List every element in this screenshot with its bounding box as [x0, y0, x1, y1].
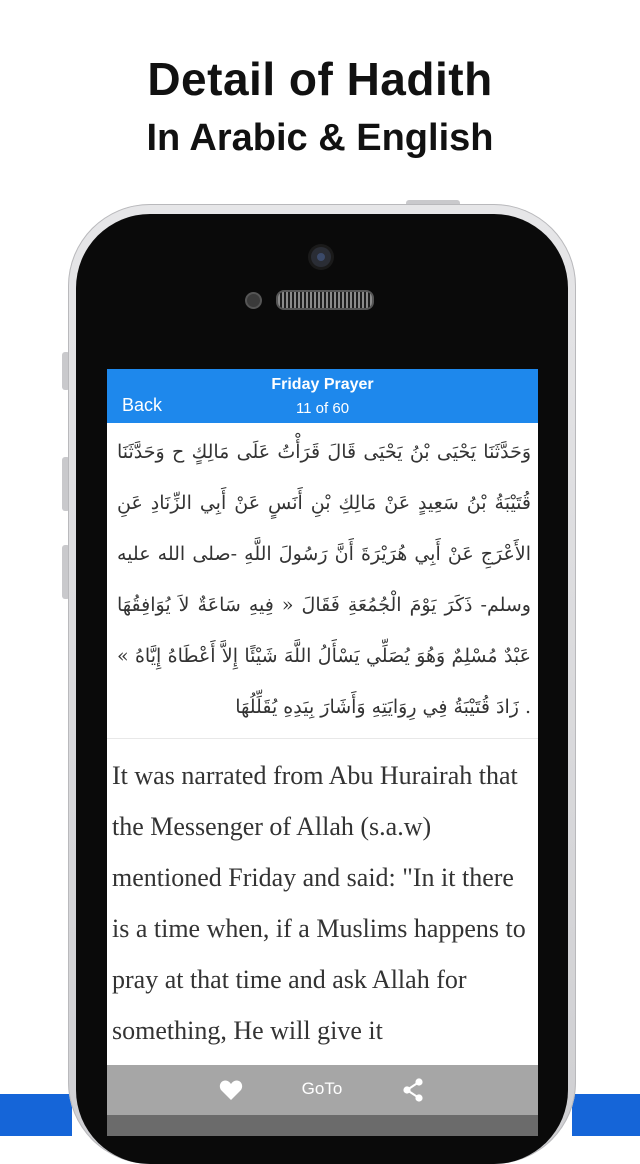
goto-button[interactable]: GoTo: [301, 1079, 343, 1098]
share-icon[interactable]: [401, 1078, 425, 1102]
english-translation: It was narrated from Abu Hurairah that the Messenger of Allah (s.a.w) mentioned Friday and said: "In it there is a time when, if a Muslims happens to pray at that time and ask Allah for something, He will give it: [112, 761, 526, 1045]
proximity-sensor: [245, 292, 262, 309]
chapter-title: Friday Prayer: [271, 376, 374, 393]
bottom-strip: [107, 1115, 538, 1136]
heart-icon[interactable]: [219, 1079, 243, 1101]
arabic-text: وَحَدَّثَنَا يَحْيَى بْنُ يَحْيَى قَالَ قَرَأْتُ عَلَى مَالِكٍ ح وَحَدَّثَنَا قُتَيْبَةُ بْنُ سَعِيدٍ عَنْ مَالِكِ بْنِ أَنَسٍ عَنْ أَبِي الزِّنَادِ عَنِ الأَعْرَجِ عَنْ أَبِي هُرَيْرَةَ أَنَّ رَسُولَ اللَّهِ -صلى الله عليه وسلم- ذَكَرَ يَوْمَ الْجُمُعَةِ فَقَالَ « فِيهِ سَاعَةٌ لاَ يُوَافِقُهَا عَبْدٌ مُسْلِمٌ وَهُوَ يُصَلِّي يَسْأَلُ اللَّهَ شَيْئًا إِلاَّ أَعْطَاهُ إِيَّاهُ » . زَادَ قُتَيْبَةُ فِي رِوَايَتِهِ وَأَشَارَ بِيَدِهِ يُقَلِّلُهَا: [117, 441, 531, 718]
promo-subtitle: In Arabic & English: [146, 117, 494, 159]
accent-band-right: [572, 1094, 640, 1136]
section-divider: [107, 738, 538, 739]
navigation-bar: [107, 369, 538, 423]
front-camera: [311, 247, 331, 267]
back-button[interactable]: Back: [122, 395, 163, 415]
earpiece-speaker: [276, 290, 374, 310]
accent-band-left: [0, 1094, 72, 1136]
promo-title: Detail of Hadith: [147, 53, 493, 105]
app-screen: [107, 369, 538, 1136]
bottom-toolbar: [107, 1065, 538, 1115]
hadith-position: 11 of 60: [295, 400, 350, 417]
